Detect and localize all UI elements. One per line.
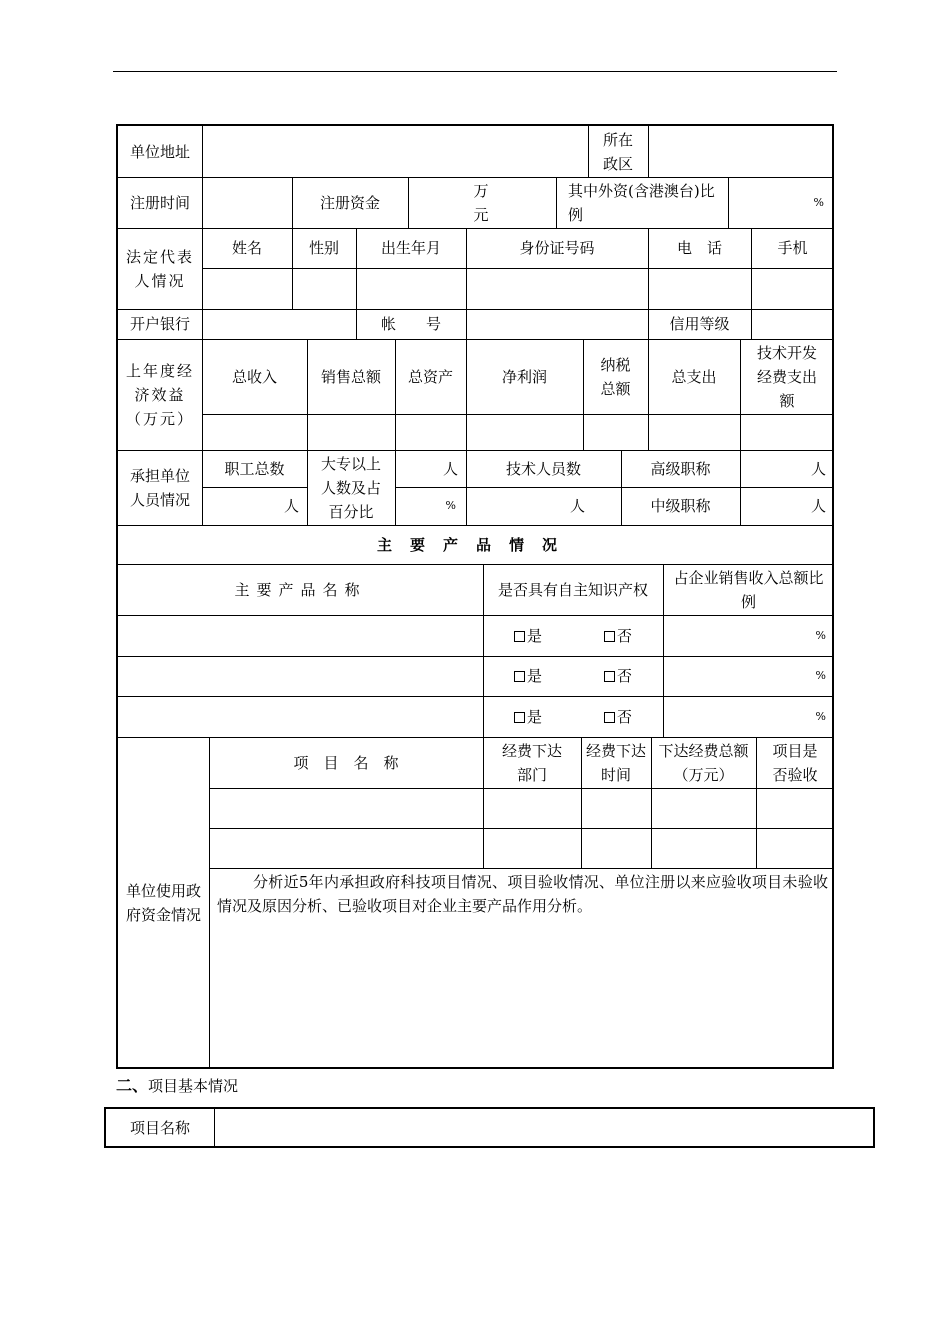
product-name-field[interactable] bbox=[118, 656, 483, 696]
section-2-heading bbox=[116, 1073, 238, 1096]
staff-senior-unit: 人 bbox=[810, 459, 826, 478]
legal-rep-header-name: 姓名 bbox=[231, 239, 262, 257]
yes-checkbox[interactable] bbox=[514, 712, 525, 723]
reg-capital-label: 注册资金 bbox=[319, 193, 380, 212]
economy-header-assets: 总资产 bbox=[407, 367, 453, 386]
economy-header-tax: 纳税总额 bbox=[600, 355, 631, 398]
staff-tech-label: 技术人员数 bbox=[505, 459, 581, 478]
funding-header-time: 经费下达时间 bbox=[585, 741, 646, 784]
economy-header-rd: 技术开发经费支出额 bbox=[756, 343, 817, 410]
funding-project-field[interactable] bbox=[209, 788, 483, 828]
economy-header-sales: 销售总额 bbox=[320, 367, 381, 386]
funding-project-field[interactable] bbox=[209, 828, 483, 868]
address-label: 单位地址 bbox=[129, 142, 190, 161]
products-name-header: 主要产品名称 bbox=[234, 580, 367, 599]
ip-yes-option[interactable]: 是 bbox=[514, 624, 542, 648]
address-field[interactable] bbox=[202, 126, 588, 177]
staff-college-percent: % bbox=[445, 499, 456, 512]
reg-capital-unit: 万元 bbox=[473, 182, 537, 224]
project-name-field[interactable] bbox=[215, 1109, 873, 1146]
unit-info-table bbox=[116, 124, 834, 1069]
legal-rep-header-birth: 出生年月 bbox=[380, 239, 441, 257]
no-checkbox[interactable] bbox=[604, 712, 615, 723]
project-basic-table bbox=[104, 1107, 875, 1148]
ip-no-option[interactable]: 否 bbox=[604, 624, 632, 648]
ip-no-option[interactable]: 否 bbox=[604, 705, 632, 729]
product-ip-choice bbox=[483, 615, 663, 656]
funding-header-dept: 经费下达部门 bbox=[501, 741, 562, 784]
staff-middle-label: 中级职称 bbox=[650, 497, 711, 515]
staff-total-unit: 人 bbox=[283, 497, 299, 515]
yes-checkbox[interactable] bbox=[514, 631, 525, 642]
credit-label: 信用等级 bbox=[669, 315, 730, 333]
ip-yes-option[interactable]: 是 bbox=[514, 664, 542, 688]
ip-yes-option[interactable]: 是 bbox=[514, 705, 542, 729]
staff-tech-unit: 人 bbox=[569, 497, 585, 515]
account-field[interactable] bbox=[466, 309, 648, 339]
no-checkbox[interactable] bbox=[604, 671, 615, 682]
credit-field[interactable] bbox=[751, 309, 834, 339]
legal-rep-header-id: 身份证号码 bbox=[519, 239, 595, 257]
staff-college-label: 大专以上人数及占百分比 bbox=[320, 454, 381, 521]
district-label: 所在政区 bbox=[602, 130, 633, 173]
foreign-ratio-label: 其中外资(含港澳台)比例 bbox=[568, 181, 715, 224]
product-name-field[interactable] bbox=[118, 696, 483, 737]
staff-total-label: 职工总数 bbox=[224, 459, 285, 478]
staff-college-unit: 人 bbox=[442, 459, 458, 478]
staff-label: 承担单位人员情况 bbox=[129, 466, 190, 509]
product-ratio-percent: % bbox=[815, 669, 826, 682]
economy-label: 上年度经济效益（万元） bbox=[125, 361, 194, 428]
funding-label: 单位使用政府资金情况 bbox=[126, 882, 202, 924]
products-ratio-header: 占企业销售收入总额比例 bbox=[673, 568, 824, 611]
products-ip-header: 是否具有自主知识产权 bbox=[497, 580, 648, 599]
reg-time-field[interactable] bbox=[202, 177, 292, 228]
funding-header-project: 项 目 名 称 bbox=[293, 753, 399, 772]
product-ratio-percent: % bbox=[815, 709, 826, 723]
header-rule bbox=[113, 71, 837, 72]
products-title: 主要产品情况 bbox=[376, 535, 575, 554]
reg-time-label: 注册时间 bbox=[129, 193, 190, 212]
legal-rep-header-mobile: 手机 bbox=[777, 239, 808, 257]
section-2-title: 项目基本情况 bbox=[148, 1077, 239, 1095]
product-ip-choice bbox=[483, 656, 663, 696]
product-ip-choice bbox=[483, 696, 663, 737]
product-name-field[interactable] bbox=[118, 615, 483, 656]
funding-analysis-text[interactable]: 分析近5年内承担政府科技项目情况、项目验收情况、单位注册以来应验收项目未验收情况及原因分析、已验收项目对企业主要产品作用分析。 bbox=[217, 873, 828, 915]
district-field[interactable] bbox=[648, 126, 834, 177]
staff-senior-label: 高级职称 bbox=[650, 459, 711, 478]
no-checkbox[interactable] bbox=[604, 631, 615, 642]
ip-no-option[interactable]: 否 bbox=[604, 664, 632, 688]
yes-checkbox[interactable] bbox=[514, 671, 525, 682]
section-2-number: 二、 bbox=[116, 1076, 149, 1095]
product-ratio-percent: % bbox=[815, 628, 826, 642]
funding-header-amount: 下达经费总额（万元） bbox=[658, 741, 749, 784]
project-name-label: 项目名称 bbox=[129, 1118, 190, 1137]
bank-label: 开户银行 bbox=[129, 315, 190, 333]
economy-header-expense: 总支出 bbox=[671, 367, 717, 386]
staff-middle-unit: 人 bbox=[810, 497, 826, 515]
funding-header-accepted: 项目是否验收 bbox=[772, 741, 818, 784]
foreign-ratio-percent: % bbox=[813, 195, 824, 209]
economy-header-profit: 净利润 bbox=[501, 367, 547, 386]
economy-header-revenue: 总收入 bbox=[231, 367, 277, 386]
bank-field[interactable] bbox=[202, 309, 356, 339]
legal-rep-label: 法定代表人情况 bbox=[125, 247, 194, 290]
legal-rep-header-sex: 性别 bbox=[308, 239, 339, 257]
account-label: 帐 号 bbox=[380, 315, 441, 333]
legal-rep-header-phone: 电 话 bbox=[676, 239, 722, 257]
